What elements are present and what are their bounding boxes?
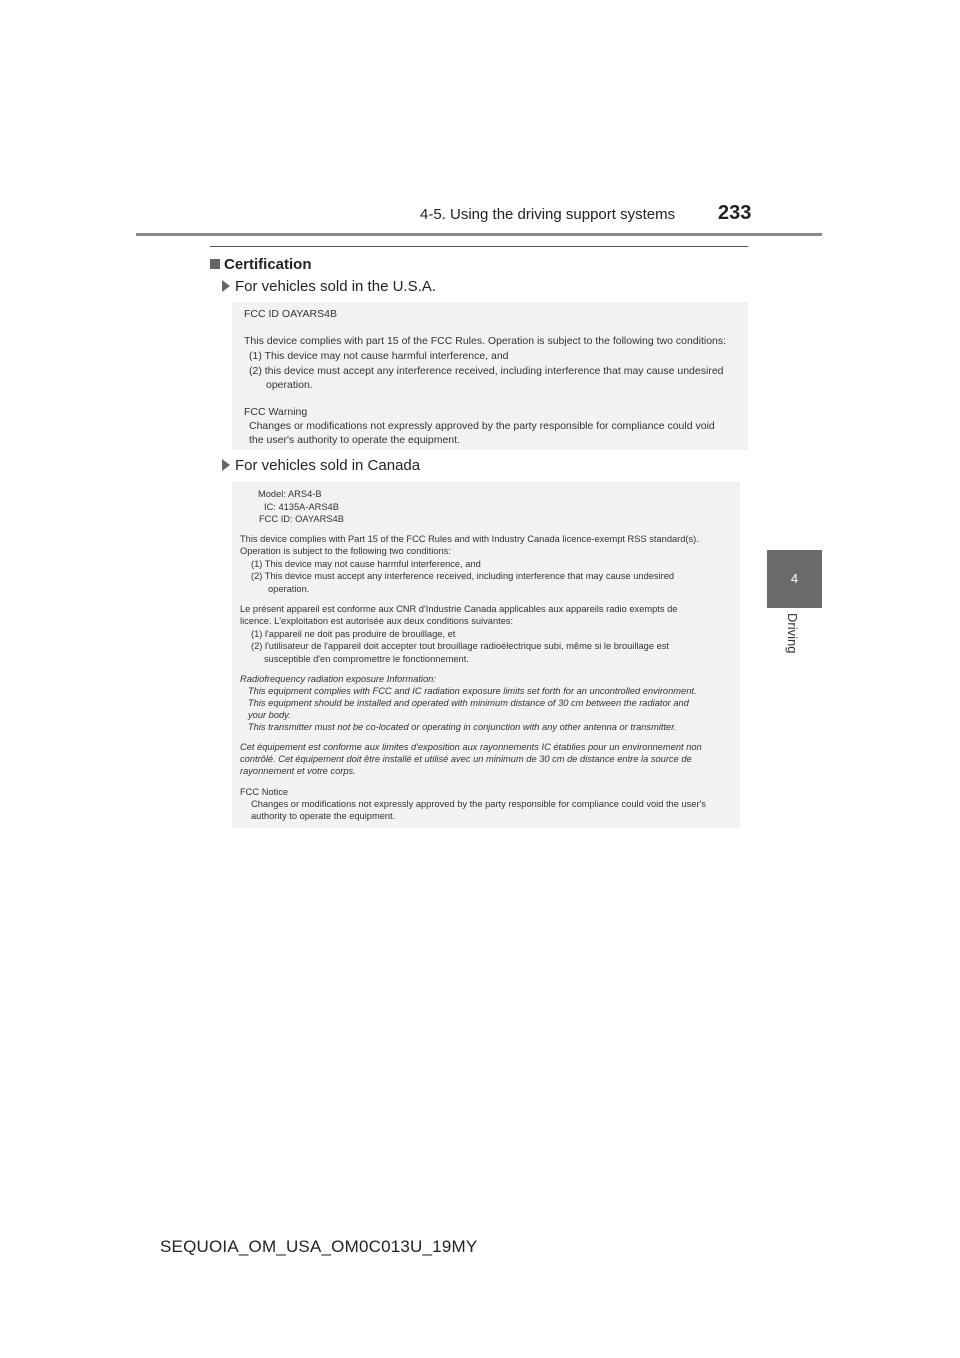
canada-subheading xyxy=(222,457,420,474)
chapter-label xyxy=(786,613,806,673)
fcc-warning-text-continued: the user's authority to operate the equipment. xyxy=(249,434,460,446)
condition-1-line: (1) This device may not cause harmful interference, and xyxy=(249,350,509,362)
section-title: 4-5. Using the driving support systems xyxy=(420,206,676,223)
operation-line: Operation is subject to the following two conditions: xyxy=(240,546,451,556)
arrow-right-icon xyxy=(222,459,230,471)
section-divider xyxy=(210,246,748,247)
french-operation-line: licence. L'exploitation est autorisée aux deux conditions suivantes: xyxy=(240,616,514,626)
ic-line: IC: 4135A-ARS4B xyxy=(264,502,339,512)
canada-certification-box xyxy=(232,482,740,828)
fcc-notice-text-continued: authority to operate the equipment. xyxy=(251,811,396,821)
document-code: SEQUOIA_OM_USA_OM0C013U_19MY xyxy=(160,1237,478,1256)
section-heading xyxy=(210,256,312,273)
radiation-heading: Radiofrequency radiation exposure Information: xyxy=(240,674,436,684)
square-bullet-icon xyxy=(210,259,220,269)
fcc-id-line: FCC ID: OAYARS4B xyxy=(259,514,344,524)
fcc-notice-heading: FCC Notice xyxy=(240,787,289,797)
french-condition-2-continued: susceptible d'en compromettre le fonctionnement. xyxy=(264,654,469,664)
radiation-line-2: This equipment should be installed and operated with minimum distance of 30 cm between the radiator and xyxy=(248,698,689,708)
model-line: Model: ARS4-B xyxy=(258,489,322,499)
canada-subheading-text: For vehicles sold in Canada xyxy=(235,457,421,474)
page-number: 233 xyxy=(718,202,752,224)
french-condition-2: (2) l'utilisateur de l'appareil doit accepter tout brouillage radioélectrique subi, même si le brouillage est xyxy=(251,641,670,651)
french-radiation-line-3: rayonnement et votre corps. xyxy=(240,766,356,776)
radiation-line-3: your body. xyxy=(248,710,291,720)
compliance-line: This device complies with Part 15 of the FCC Rules and with Industry Canada licence-exempt RSS standard(s). xyxy=(240,534,699,544)
french-compliance-line: Le présent appareil est conforme aux CNR d'Industrie Canada applicables aux appareils radio exempts de xyxy=(240,604,678,614)
section-heading-text: Certification xyxy=(224,256,312,273)
french-radiation-line-1: Cet équipement est conforme aux limites d'exposition aux rayonnements IC établies pour un environnement non xyxy=(240,742,702,752)
fcc-id-line: FCC ID OAYARS4B xyxy=(244,308,337,320)
fcc-warning-heading: FCC Warning xyxy=(244,406,308,418)
usa-subheading xyxy=(222,278,436,295)
french-condition-1: (1) l'appareil ne doit pas produire de brouillage, et xyxy=(251,629,456,639)
arrow-right-icon xyxy=(222,280,230,292)
chapter-label-text: Driving xyxy=(785,613,800,654)
compliance-line: This device complies with part 15 of the FCC Rules. Operation is subject to the following two conditions: xyxy=(244,335,727,347)
usa-subheading-text: For vehicles sold in the U.S.A. xyxy=(235,278,436,295)
condition-1-line: (1) This device may not cause harmful interference, and xyxy=(251,559,481,569)
chapter-tab: 4 xyxy=(767,550,822,608)
fcc-notice-text: Changes or modifications not expressly approved by the party responsible for compliance could void the user's xyxy=(251,799,706,809)
french-radiation-line-2: contrôlé. Cet équipement doit être installé et utilisé avec un minimum de 30 cm de distance entre la source de xyxy=(240,754,692,764)
condition-2-continued: operation. xyxy=(266,379,313,391)
fcc-warning-text: Changes or modifications not expressly approved by the party responsible for compliance could void xyxy=(249,420,715,432)
radiation-line-4: This transmitter must not be co-located or operating in conjunction with any other antenna or transmitter. xyxy=(248,722,677,732)
condition-2-line: (2) This device must accept any interference received, including interference that may cause undesired xyxy=(251,571,675,581)
usa-certification-box xyxy=(232,302,748,450)
radiation-line-1: This equipment complies with FCC and IC radiation exposure limits set forth for an uncontrolled environment. xyxy=(248,686,697,696)
condition-2-line: (2) this device must accept any interference received, including interference that may cause undesired xyxy=(249,365,724,377)
condition-2-continued: operation. xyxy=(268,584,310,594)
header-divider xyxy=(136,233,822,236)
